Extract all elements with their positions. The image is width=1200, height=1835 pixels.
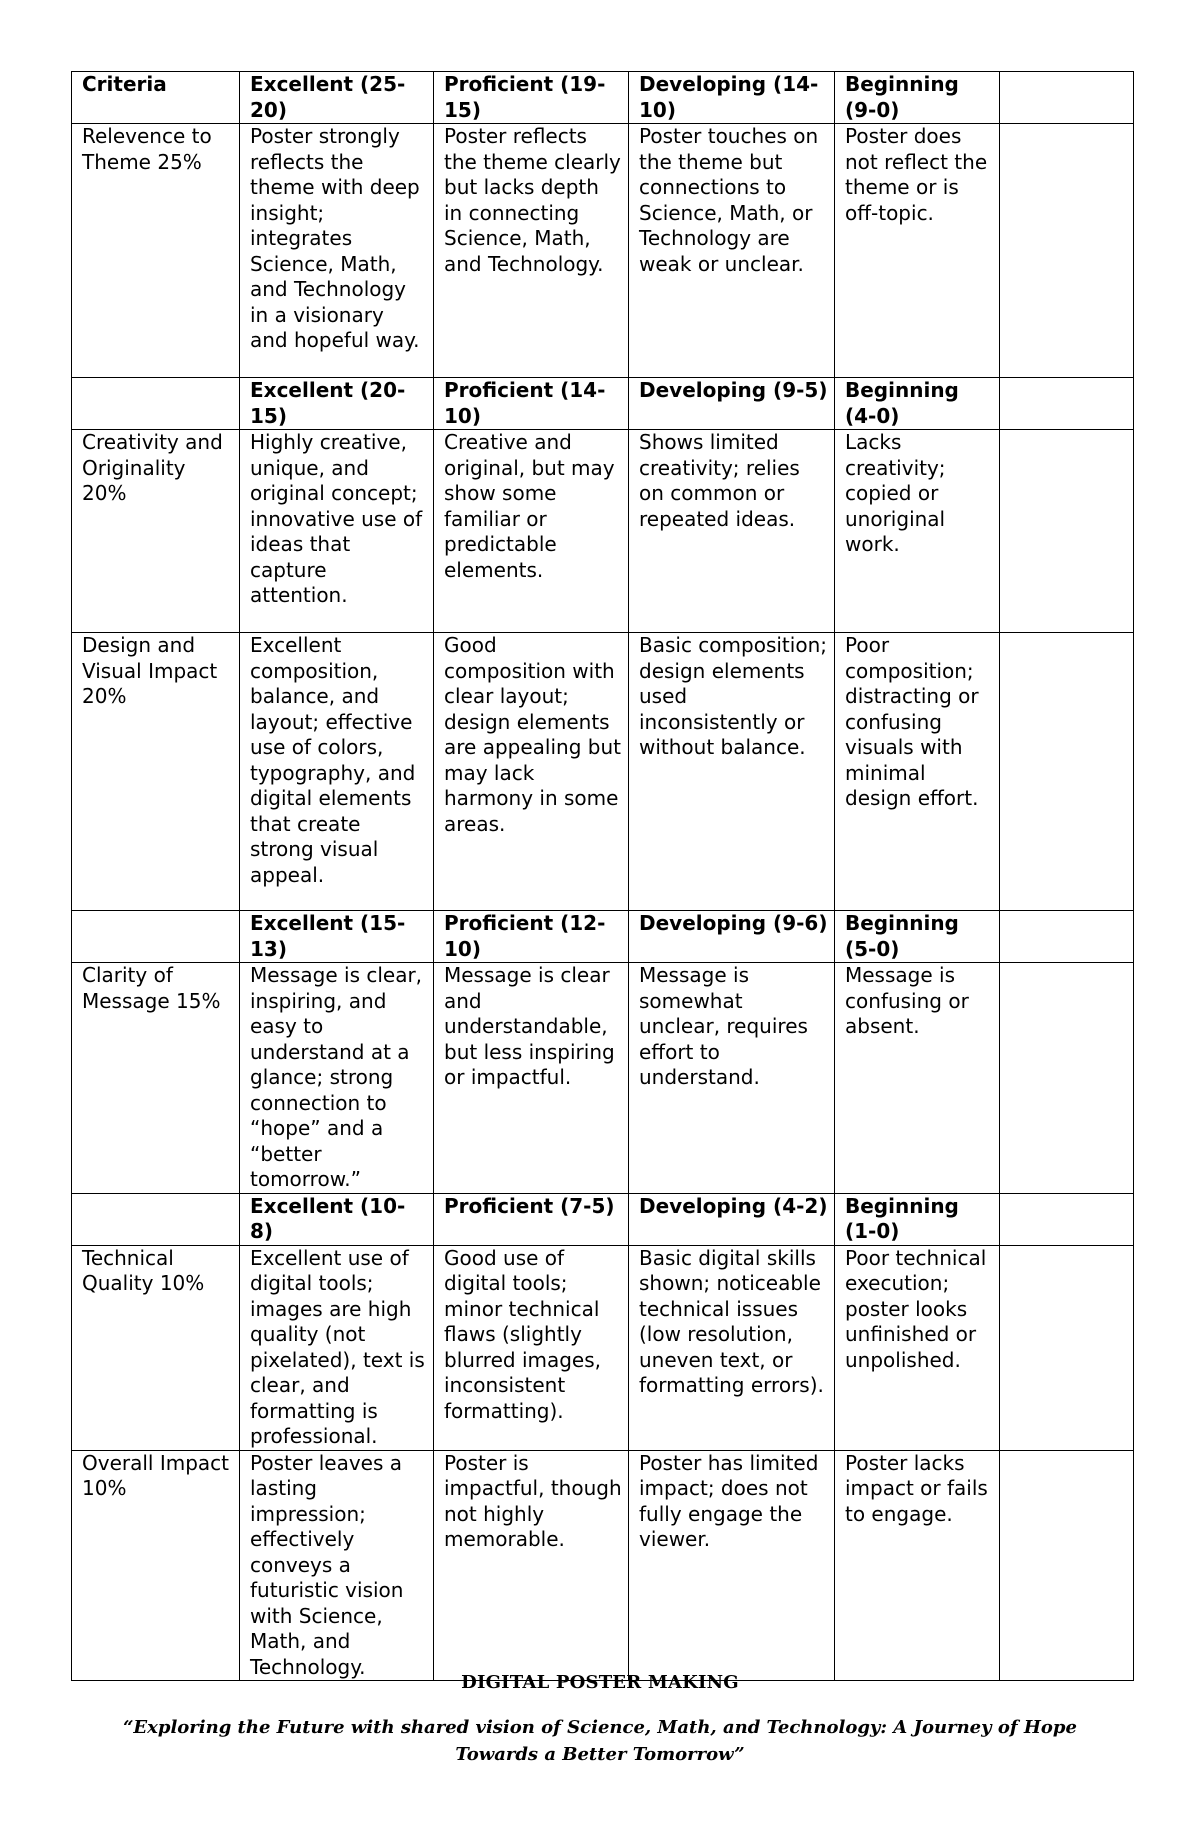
score-header-excellent: Excellent (10-8) (240, 1193, 434, 1245)
developing-cell: Message is somewhat unclear, requires effort to understand. (629, 963, 835, 1194)
empty-cell (1000, 633, 1134, 911)
score-header-developing: Developing (9-5) (629, 378, 835, 430)
score-header-proficient: Proficient (14-10) (434, 378, 629, 430)
header-extra (1000, 72, 1134, 124)
header-developing: Developing (14-10) (629, 72, 835, 124)
beginning-cell: Lacks creativity; copied or unoriginal work. (835, 430, 1000, 633)
empty-cell (1000, 378, 1134, 430)
rubric-table (71, 71, 1134, 1681)
empty-cell (1000, 430, 1134, 633)
score-header-beginning: Beginning (4-0) (835, 378, 1000, 430)
table-row (72, 124, 1134, 378)
beginning-cell: Message is confusing or absent. (835, 963, 1000, 1194)
proficient-cell: Good use of digital tools; minor technical flaws (slightly blurred images, inconsistent formatting). (434, 1245, 629, 1450)
table-row (72, 963, 1134, 1194)
empty-cell (72, 911, 240, 963)
score-header-developing: Developing (9-6) (629, 911, 835, 963)
empty-cell (1000, 911, 1134, 963)
developing-cell: Poster touches on the theme but connections to Science, Math, or Technology are weak or unclear. (629, 124, 835, 378)
score-header-proficient: Proficient (7-5) (434, 1193, 629, 1245)
header-excellent: Excellent (25-20) (240, 72, 434, 124)
criteria-cell: Relevence to Theme 25% (72, 124, 240, 378)
header-criteria: Criteria (72, 72, 240, 124)
proficient-cell: Creative and original, but may show some familiar or predictable elements. (434, 430, 629, 633)
beginning-cell: Poster lacks impact or fails to engage. (835, 1450, 1000, 1681)
criteria-cell: Design and Visual Impact 20% (72, 633, 240, 911)
excellent-cell: Poster leaves a lasting impression; effectively conveys a futuristic vision with Science, Math, and Technology. (240, 1450, 434, 1681)
header-row (72, 72, 1134, 124)
criteria-cell: Technical Quality 10% (72, 1245, 240, 1450)
criteria-cell: Overall Impact 10% (72, 1450, 240, 1681)
developing-cell: Shows limited creativity; relies on common or repeated ideas. (629, 430, 835, 633)
score-header-row (72, 1193, 1134, 1245)
empty-cell (1000, 124, 1134, 378)
beginning-cell: Poor composition; distracting or confusing visuals with minimal design effort. (835, 633, 1000, 911)
proficient-cell: Good composition with clear layout; design elements are appealing but may lack harmony in some areas. (434, 633, 629, 911)
document-title: DIGITAL POSTER MAKING (461, 1672, 739, 1693)
beginning-cell: Poster does not reflect the theme or is off-topic. (835, 124, 1000, 378)
document-subtitle: “Exploring the Future with shared vision of Science, Math, and Technology: A Journey of Hope Towards a Better Tomorrow” (123, 1717, 1077, 1765)
table-row (72, 1450, 1134, 1681)
empty-cell (72, 378, 240, 430)
score-header-excellent: Excellent (20-15) (240, 378, 434, 430)
score-header-proficient: Proficient (12-10) (434, 911, 629, 963)
developing-cell: Basic digital skills shown; noticeable technical issues (low resolution, uneven text, or formatting errors). (629, 1245, 835, 1450)
score-header-developing: Developing (4-2) (629, 1193, 835, 1245)
empty-cell (1000, 1450, 1134, 1681)
empty-cell (72, 1193, 240, 1245)
developing-cell: Basic composition; design elements used inconsistently or without balance. (629, 633, 835, 911)
score-header-excellent: Excellent (15-13) (240, 911, 434, 963)
proficient-cell: Poster reflects the theme clearly but lacks depth in connecting Science, Math, and Technology. (434, 124, 629, 378)
empty-cell (1000, 1245, 1134, 1450)
table-row (72, 430, 1134, 633)
empty-cell (1000, 1193, 1134, 1245)
header-proficient: Proficient (19-15) (434, 72, 629, 124)
criteria-cell: Clarity of Message 15% (72, 963, 240, 1194)
score-header-beginning: Beginning (5-0) (835, 911, 1000, 963)
score-header-row (72, 378, 1134, 430)
table-row (72, 1245, 1134, 1450)
beginning-cell: Poor technical execution; poster looks unfinished or unpolished. (835, 1245, 1000, 1450)
developing-cell: Poster has limited impact; does not fully engage the viewer. (629, 1450, 835, 1681)
excellent-cell: Highly creative, unique, and original concept; innovative use of ideas that capture attention. (240, 430, 434, 633)
criteria-cell: Creativity and Originality 20% (72, 430, 240, 633)
header-beginning: Beginning (9-0) (835, 72, 1000, 124)
table-row (72, 633, 1134, 911)
score-header-row (72, 911, 1134, 963)
empty-cell (1000, 963, 1134, 1194)
proficient-cell: Poster is impactful, though not highly memorable. (434, 1450, 629, 1681)
excellent-cell: Message is clear, inspiring, and easy to understand at a glance; strong connection to “hope” and a “better tomorrow.” (240, 963, 434, 1194)
excellent-cell: Excellent use of digital tools; images are high quality (not pixelated), text is clear, and formatting is professional. (240, 1245, 434, 1450)
excellent-cell: Excellent composition, balance, and layout; effective use of colors, typography, and digital elements that create strong visual appeal. (240, 633, 434, 911)
proficient-cell: Message is clear and understandable, but less inspiring or impactful. (434, 963, 629, 1194)
excellent-cell: Poster strongly reflects the theme with deep insight; integrates Science, Math, and Technology in a visionary and hopeful way. (240, 124, 434, 378)
score-header-beginning: Beginning (1-0) (835, 1193, 1000, 1245)
